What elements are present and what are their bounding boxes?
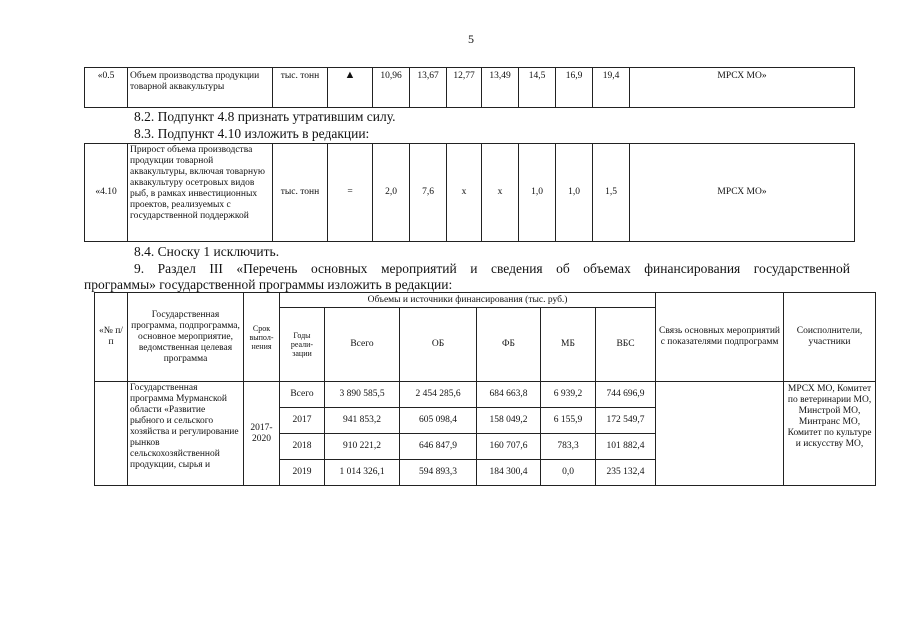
fb-cell: 184 300,4 <box>477 460 541 486</box>
page-number: 5 <box>468 32 474 46</box>
vbs-cell: 101 882,4 <box>596 434 656 460</box>
total-cell: 1 014 326,1 <box>325 460 400 486</box>
indicator-name: Объем производства продукции товарной аквакультуры <box>128 68 273 108</box>
paragraph-9-line-1: 9. Раздел III «Перечень основных мероприятий и сведения об объемах финансирования государственной <box>134 261 850 276</box>
header-row-number: «№ п/п <box>95 293 128 382</box>
value-cell: 7,6 <box>410 144 447 242</box>
vbs-cell: 744 696,9 <box>596 382 656 408</box>
paragraph-8-3: 8.3. Подпункт 4.10 изложить в редакции: <box>134 126 370 141</box>
direction-up-icon: ▲ <box>328 68 373 108</box>
fb-cell: 160 707,6 <box>477 434 541 460</box>
unit: тыс. тонн <box>273 144 328 242</box>
value-cell: 13,67 <box>410 68 447 108</box>
indicator-name: Прирост объема производства продукции товарной аквакультуры, включая товарную аквакультуру осетровых видов рыб, в рамках инвестиционных проектов, реализуемых с государственной поддержкой <box>128 144 273 242</box>
mb-cell: 6 939,2 <box>541 382 596 408</box>
row-number: «0.5 <box>85 68 128 108</box>
value-cell: 16,9 <box>556 68 593 108</box>
header-program: Государственная программа, подпрограмма, основное мероприятие, ведомственная целевая программа <box>128 293 244 382</box>
header-ob: ОБ <box>400 308 477 382</box>
header-coexecutors: Соисполнители, участники <box>784 293 876 382</box>
fb-cell: 158 049,2 <box>477 408 541 434</box>
paragraph-8-4: 8.4. Сноску 1 исключить. <box>134 244 280 259</box>
value-cell: 1,0 <box>556 144 593 242</box>
header-volumes: Объемы и источники финансирования (тыс. руб.) <box>280 293 656 308</box>
ob-cell: 605 098,4 <box>400 408 477 434</box>
year-cell: Всего <box>280 382 325 408</box>
value-cell: 1,5 <box>593 144 630 242</box>
total-cell: 910 221,2 <box>325 434 400 460</box>
value-cell: 14,5 <box>519 68 556 108</box>
value-cell: х <box>447 144 482 242</box>
header-mb: МБ <box>541 308 596 382</box>
total-cell: 3 890 585,5 <box>325 382 400 408</box>
year-cell: 2018 <box>280 434 325 460</box>
total-cell: 941 853,2 <box>325 408 400 434</box>
header-link: Связь основных мероприятий с показателями подпрограмм <box>656 293 784 382</box>
value-cell: 1,0 <box>519 144 556 242</box>
fb-cell: 684 663,8 <box>477 382 541 408</box>
financing-table <box>94 292 876 486</box>
mb-cell: 6 155,9 <box>541 408 596 434</box>
value-cell: 2,0 <box>373 144 410 242</box>
year-cell: 2019 <box>280 460 325 486</box>
value-cell: х <box>482 144 519 242</box>
program-term: 2017-2020 <box>244 382 280 486</box>
mb-cell: 783,3 <box>541 434 596 460</box>
indicator-table-row-0-5 <box>84 67 855 108</box>
program-name: Государственная программа Мурманской области «Развитие рыбного и сельского хозяйства и регулирование рынков сельскохозяйственной продукции, сырья и <box>128 382 244 486</box>
header-total: Всего <box>325 308 400 382</box>
vbs-cell: 172 549,7 <box>596 408 656 434</box>
program-number <box>95 382 128 486</box>
ob-cell: 646 847,9 <box>400 434 477 460</box>
direction-equal-icon: = <box>328 144 373 242</box>
mb-cell: 0,0 <box>541 460 596 486</box>
header-years: Годы реали-зации <box>280 308 325 382</box>
value-cell: 12,77 <box>447 68 482 108</box>
header-vbs: ВБС <box>596 308 656 382</box>
link-cell <box>656 382 784 486</box>
vbs-cell: 235 132,4 <box>596 460 656 486</box>
unit: тыс. тонн <box>273 68 328 108</box>
row-number: «4.10 <box>85 144 128 242</box>
coexecutors-cell: МРСХ МО, Комитет по ветеринарии МО, Минстрой МО, Минтранс МО, Комитет по культуре и искусству МО, <box>784 382 876 486</box>
responsible: МРСХ МО» <box>630 144 855 242</box>
header-fb: ФБ <box>477 308 541 382</box>
paragraph-8-2: 8.2. Подпункт 4.8 признать утратившим силу. <box>134 109 396 124</box>
year-cell: 2017 <box>280 408 325 434</box>
indicator-table-row-4-10 <box>84 143 855 242</box>
ob-cell: 594 893,3 <box>400 460 477 486</box>
header-term: Срок выпол-нения <box>244 293 280 382</box>
responsible: МРСХ МО» <box>630 68 855 108</box>
value-cell: 19,4 <box>593 68 630 108</box>
value-cell: 10,96 <box>373 68 410 108</box>
value-cell: 13,49 <box>482 68 519 108</box>
ob-cell: 2 454 285,6 <box>400 382 477 408</box>
paragraph-9-line-2: программы» государственной программы изложить в редакции: <box>84 277 453 292</box>
